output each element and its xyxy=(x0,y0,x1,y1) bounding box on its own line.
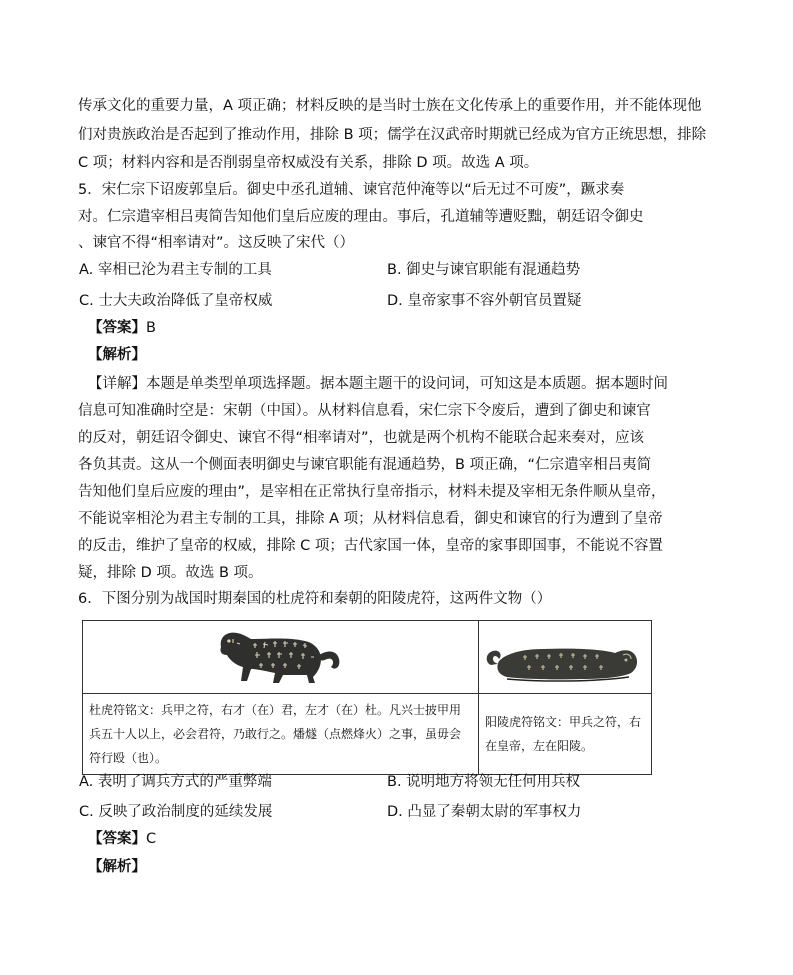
du-tiger-tally-image xyxy=(213,625,348,687)
du-tiger-tally-inscription: 杜虎符铭文：兵甲之符，右才（在）君，左才（在）杜。凡兴士披甲用兵五十人以上，必会君符，乃敢行之。燔燧（点燃烽火）之事，虽毋会符行殴（也）。 xyxy=(83,694,479,775)
q5-detail-line-2: 信息可知准确时空是：宋朝（中国）。从材料信息看，宋仁宗下令废后，遭到了御史和谏官 xyxy=(78,403,651,419)
q5-option-b: B. 御史与谏官职能有混通趋势 xyxy=(387,262,581,278)
relics-table xyxy=(82,620,652,775)
q6-option-d: D. 凸显了秦朝太尉的军事权力 xyxy=(387,804,582,820)
prev-paragraph-line-1: 传承文化的重要力量，A 项正确；材料反映的是当时士族在文化传承上的重要作用，并不能体现他 xyxy=(78,98,702,114)
yangling-tiger-tally-inscription: 阳陵虎符铭文：甲兵之符，右在皇帝，左在阳陵。 xyxy=(479,694,652,775)
prev-paragraph-line-2: 们对贵族政治是否起到了推动作用，排除 B 项；儒学在汉武帝时期就已经成为官方正统思想，排除 xyxy=(78,127,707,143)
q6-analysis-label: 【解析】 xyxy=(88,859,146,875)
q5-option-a: A. 宰相已沦为君主专制的工具 xyxy=(79,262,272,278)
q6-stem: 6．下图分别为战国时期秦国的杜虎符和秦朝的阳陵虎符，这两件文物（） xyxy=(78,591,552,607)
q5-option-c: C. 士大夫政治降低了皇帝权威 xyxy=(79,293,273,309)
q5-detail-line-5: 告知他们皇后应废的理由”，是宰相在正常执行皇帝指示，材料未提及宰相无条件顺从皇帝， xyxy=(78,484,666,500)
q5-answer-label: 【答案】 xyxy=(88,320,146,336)
q6-answer-label: 【答案】 xyxy=(88,831,146,847)
q5-detail-line-4: 各负其责。这从一个侧面表明御史与谏官职能有混通趋势，B 项正确，“仁宗遣宰相吕夷简 xyxy=(78,457,652,473)
yangling-tiger-tally-image xyxy=(483,635,643,685)
q5-detail-line-1: 【详解】本题是单类型单项选择题。据本题主题干的设问词，可知这是本质题。据本题时间 xyxy=(88,376,668,392)
q5-analysis-label: 【解析】 xyxy=(88,347,146,363)
q6-option-c: C. 反映了政治制度的延续发展 xyxy=(79,804,273,820)
q5-detail-line-6: 不能说宰相沦为君主专制的工具，排除 A 项；从材料信息看，御史和谏官的行为遭到了皇帝 xyxy=(78,511,663,527)
q5-stem-line-2: 对。仁宗遣宰相吕夷简告知他们皇后应废的理由。事后，孔道辅等遭贬黜，朝廷诏令御史 xyxy=(78,209,644,225)
q6-option-b: B. 说明地方将领无任何用兵权 xyxy=(387,774,581,790)
q5-detail-line-3: 的反对，朝廷诏令御史、谏官不得“相率请对”，也就是两个机构不能联合起来奏对，应该 xyxy=(78,430,645,446)
q5-option-d: D. 皇帝家事不容外朝官员置疑 xyxy=(387,293,582,309)
q6-answer-value: C xyxy=(146,831,157,847)
yangling-tiger-tally-image-cell xyxy=(479,621,652,694)
q5-detail-line-7: 的反击，维护了皇帝的权威，排除 C 项；古代家国一体，皇帝的家事即国事，不能说不容置 xyxy=(78,538,663,554)
q5-detail-line-8: 疑，排除 D 项。故选 B 项。 xyxy=(78,565,263,581)
q5-stem-line-1: 5．宋仁宗下诏废郭皇后。御史中丞孔道辅、谏官范仲淹等以“后无过不可废”，蹶求奏 xyxy=(78,182,625,198)
prev-paragraph-line-3: C 项；材料内容和是否削弱皇帝权威没有关系，排除 D 项。故选 A 项。 xyxy=(78,155,539,171)
q5-answer xyxy=(88,318,156,338)
q5-stem-line-3: 、谏官不得“相率请对”。这反映了宋代（） xyxy=(78,235,355,251)
q6-option-a: A. 表明了调兵方式的严重弊端 xyxy=(79,774,272,790)
q5-answer-value: B xyxy=(146,320,156,336)
q6-answer xyxy=(88,829,156,849)
du-tiger-tally-image-cell xyxy=(83,621,479,694)
